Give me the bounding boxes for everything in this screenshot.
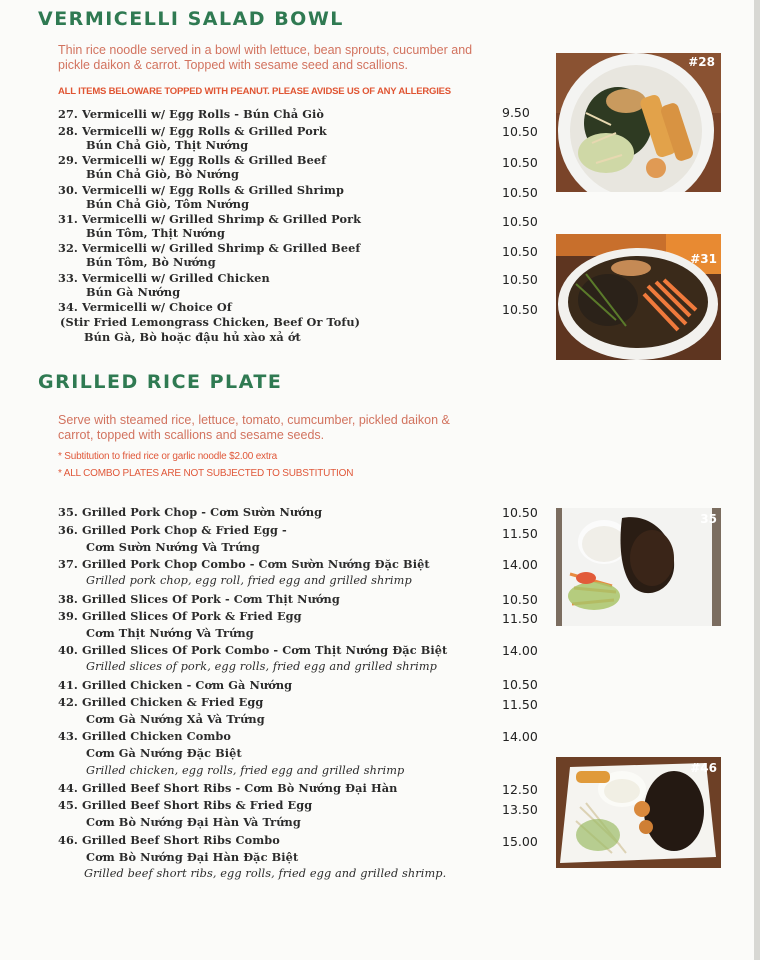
price-44: 12.50 [502,782,538,797]
menu-item-43: 43. Grilled Chicken Combo [58,729,232,743]
menu-item-31-vn: Bún Tôm, Thịt Nướng [86,226,225,240]
menu-item-30: 30. Vermicelli w/ Egg Rolls & Grilled Shrimp [58,183,344,197]
price-28: 10.50 [502,124,538,139]
menu-item-40-desc: Grilled slices of pork, egg rolls, fried egg and grilled shrimp [86,660,437,673]
vermicelli-allergy-note: ALL ITEMS BELOWARE TOPPED WITH PEANUT. PLEASE AVIDSE US OF ANY ALLERGIES [58,86,451,97]
menu-item-33-vn: Bún Gà Nướng [86,285,181,299]
price-27: 9.50 [502,105,530,120]
menu-item-34: 34. Vermicelli w/ Choice Of [58,300,232,314]
photo-item-46 [556,757,721,868]
photo-tag-35: 35 [700,512,717,526]
price-36: 11.50 [502,526,538,541]
price-30: 10.50 [502,185,538,200]
menu-item-30-vn: Bún Chả Giò, Tôm Nướng [86,197,250,211]
price-45: 13.50 [502,802,538,817]
menu-item-42: 42. Grilled Chicken & Fried Egg [58,695,264,709]
menu-item-45: 45. Grilled Beef Short Ribs & Fried Egg [58,798,313,812]
photo-tag-28: #28 [688,55,715,69]
rice-desc-1: Serve with steamed rice, lettuce, tomato, cumcumber, pickled daikon & [58,413,450,427]
menu-item-35: 35. Grilled Pork Chop - Cơm Sườn Nướng [58,505,323,519]
menu-item-42-vn: Cơm Gà Nướng Xả Và Trứng [86,712,265,726]
menu-item-32: 32. Vermicelli w/ Grilled Shrimp & Grilled Beef [58,241,361,255]
vermicelli-desc-2: pickle daikon & carrot. Topped with sesame seed and scallions. [58,58,408,72]
menu-item-32-vn: Bún Tôm, Bò Nướng [86,255,216,269]
menu-item-43-desc: Grilled chicken, egg rolls, fried egg and grilled shrimp [86,764,405,777]
photo-item-35 [556,508,721,626]
price-37: 14.00 [502,557,538,572]
menu-item-28-vn: Bún Chả Giò, Thịt Nướng [86,138,249,152]
menu-item-37: 37. Grilled Pork Chop Combo - Cơm Sườn Nướng Đặc Biệt [58,557,430,571]
price-46: 15.00 [502,834,538,849]
price-32: 10.50 [502,244,538,259]
menu-item-44: 44. Grilled Beef Short Ribs - Cơm Bò Nướng Đại Hàn [58,781,398,795]
price-35: 10.50 [502,505,538,520]
menu-item-37-desc: Grilled pork chop, egg roll, fried egg and grilled shrimp [86,574,412,587]
menu-item-31: 31. Vermicelli w/ Grilled Shrimp & Grilled Pork [58,212,362,226]
photo-item-28 [556,53,721,192]
menu-item-28: 28. Vermicelli w/ Egg Rolls & Grilled Pork [58,124,327,138]
menu-item-46-desc: Grilled beef short ribs, egg rolls, fried egg and grilled shrimp. [84,867,447,880]
menu-item-43-vn: Cơm Gà Nướng Đặc Biệt [86,746,242,760]
photo-tag-31: #31 [690,252,717,266]
menu-item-40: 40. Grilled Slices Of Pork Combo - Cơm Thịt Nướng Đặc Biệt [58,643,448,657]
menu-item-39-vn: Cơm Thịt Nướng Và Trứng [86,626,254,640]
rice-substitution-note: * Subtitution to fried rice or garlic noodle $2.00 extra [58,451,277,462]
menu-item-41: 41. Grilled Chicken - Cơm Gà Nướng [58,678,293,692]
page-edge [754,0,760,960]
price-34: 10.50 [502,302,538,317]
menu-item-34-choices: (Stir Fried Lemongrass Chicken, Beef Or Tofu) [60,315,361,329]
vermicelli-desc-1: Thin rice noodle served in a bowl with lettuce, bean sprouts, cucumber and [58,43,473,57]
price-29: 10.50 [502,155,538,170]
rice-title: GRILLED RICE PLATE [38,371,283,393]
photo-item-31 [556,234,721,360]
menu-item-46-vn: Cơm Bò Nướng Đại Hàn Đặc Biệt [86,850,299,864]
menu-item-39: 39. Grilled Slices Of Pork & Fried Egg [58,609,302,623]
price-31: 10.50 [502,214,538,229]
price-39: 11.50 [502,611,538,626]
menu-item-33: 33. Vermicelli w/ Grilled Chicken [58,271,270,285]
menu-item-38: 38. Grilled Slices Of Pork - Cơm Thịt Nướng [58,592,340,606]
rice-combo-note: * ALL COMBO PLATES ARE NOT SUBJECTED TO SUBSTITUTION [58,468,354,479]
menu-item-46: 46. Grilled Beef Short Ribs Combo [58,833,280,847]
price-43: 14.00 [502,729,538,744]
menu-item-36-vn: Cơm Sườn Nướng Và Trứng [86,540,260,554]
price-40: 14.00 [502,643,538,658]
menu-item-29: 29. Vermicelli w/ Egg Rolls & Grilled Beef [58,153,327,167]
price-41: 10.50 [502,677,538,692]
price-42: 11.50 [502,697,538,712]
menu-item-29-vn: Bún Chả Giò, Bò Nướng [86,167,240,181]
menu-item-45-vn: Cơm Bò Nướng Đại Hàn Và Trứng [86,815,301,829]
price-38: 10.50 [502,592,538,607]
rice-desc-2: carrot, topped with scallions and sesame seeds. [58,428,325,442]
menu-item-36: 36. Grilled Pork Chop & Fried Egg - [58,523,287,537]
menu-item-27: 27. Vermicelli w/ Egg Rolls - Bún Chả Giò [58,107,325,121]
photo-tag-46: #46 [690,761,717,775]
menu-item-34-vn: Bún Gà, Bò hoặc đậu hủ xào xả ớt [84,330,301,344]
vermicelli-title: VERMICELLI SALAD BOWL [38,8,344,30]
price-33: 10.50 [502,272,538,287]
